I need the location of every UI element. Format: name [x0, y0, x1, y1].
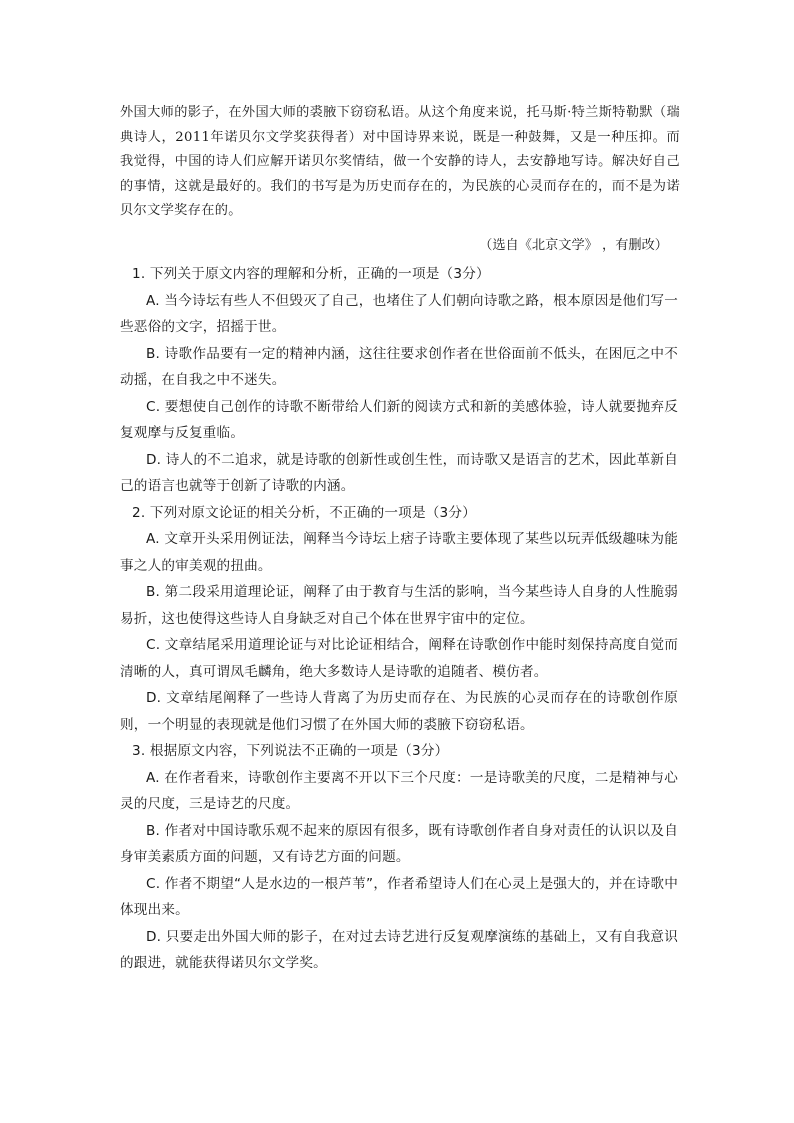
option-d: D. 诗人的不二追求，就是诗歌的创新性或创生性，而诗歌又是语言的艺术，因此革新自己的语言也就等于创新了诗歌的内涵。 [120, 451, 678, 494]
question-list [120, 261, 678, 977]
reading-passage [120, 101, 680, 224]
option-c: C. 文章结尾采用道理论证与对比论证相结合，阐释在诗歌创作中能时刻保持高度自觉而清晰的人，真可谓凤毛麟角，绝大多数诗人是诗歌的追随者、模仿者。 [120, 637, 678, 680]
option-b: B. 第二段采用道理论证，阐释了由于教育与生活的影响，当今某些诗人自身的人性脆弱易折，这也使得这些诗人自身缺乏对自己个体在世界宇宙中的定位。 [120, 584, 678, 627]
passage-paragraph: 外国大师的影子，在外国大师的裘腋下窃窃私语。从这个角度来说，托马斯·特兰斯特勒默（瑞典诗人，2011年诺贝尔文学奖获得者）对中国诗界来说，既是一种鼓舞，又是一种压抑。而我觉得，中国的诗人们应解开诺贝尔奖情结，做一个安静的诗人，去安静地写诗。解决好自己的事情，这就是最好的。我们的书写是为历史而存在的，为民族的心灵而存在的，而不是为诺贝尔文学奖存在的。 [120, 105, 680, 219]
option-d: D. 文章结尾阐释了一些诗人背离了为历史而存在、为民族的心灵而存在的诗歌创作原则，一个明显的表现就是他们习惯了在外国大师的裘腋下窃窃私语。 [120, 690, 678, 733]
question-stem: 3. 根据原文内容，下列说法不正确的一项是（3分） [132, 743, 449, 759]
question-stem: 1. 下列关于原文内容的理解和分析，正确的一项是（3分） [132, 266, 490, 282]
option-c: C. 要想使自己创作的诗歌不断带给人们新的阅读方式和新的美感体验，诗人就要抛弃反复观摩与反复重临。 [120, 398, 678, 441]
option-a: A. 当今诗坛有些人不但毁灭了自己，也堵住了人们朝向诗歌之路，根本原因是他们写一些恶俗的文字，招摇于世。 [120, 292, 678, 335]
option-b: B. 作者对中国诗歌乐观不起来的原因有很多，既有诗歌创作者自身对责任的认识以及自身审美素质方面的问题，又有诗艺方面的问题。 [120, 822, 678, 865]
question-2 [120, 500, 678, 739]
option-a: A. 在作者看来，诗歌创作主要离不开以下三个尺度：一是诗歌美的尺度，二是精神与心灵的尺度，三是诗艺的尺度。 [120, 769, 678, 812]
question-3 [120, 738, 678, 977]
option-a: A. 文章开头采用例证法，阐释当今诗坛上痞子诗歌主要体现了某些以玩弄低级趣味为能事之人的审美观的扭曲。 [120, 531, 678, 574]
question-1 [120, 261, 678, 500]
passage-source: （选自《北京文学》 ，有删改） [479, 238, 668, 253]
option-c: C. 作者不期望“人是水边的一根芦苇”，作者希望诗人们在心灵上是强大的，并在诗歌中体现出来。 [120, 875, 678, 918]
option-b: B. 诗歌作品要有一定的精神内涵，这往往要求创作者在世俗面前不低头，在困厄之中不动摇，在自我之中不迷失。 [120, 345, 678, 388]
question-stem: 2. 下列对原文论证的相关分析，不正确的一项是（3分） [132, 504, 476, 521]
option-d: D. 只要走出外国大师的影子，在对过去诗艺进行反复观摩演练的基础上，又有自我意识的跟进，就能获得诺贝尔文学奖。 [120, 928, 678, 971]
